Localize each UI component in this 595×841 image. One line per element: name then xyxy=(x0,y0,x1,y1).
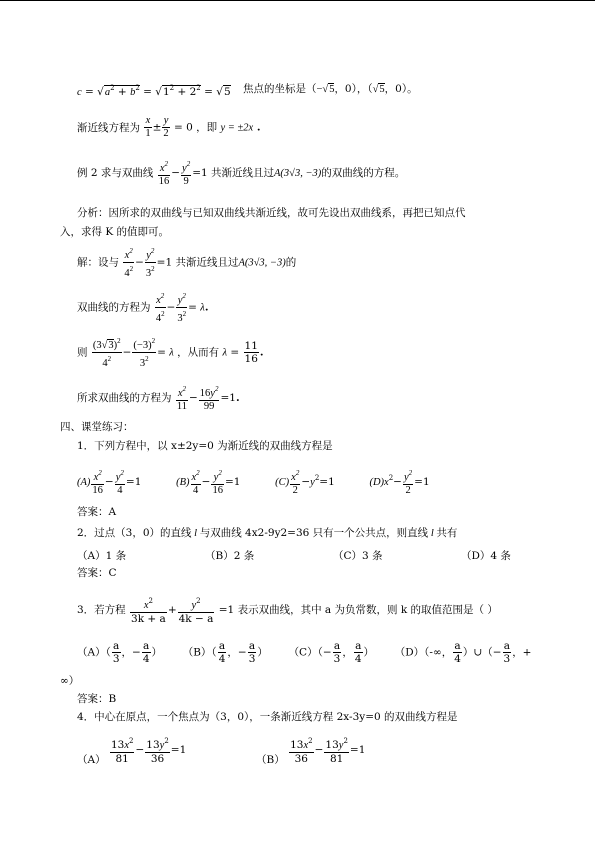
q1-answer: 答案：A xyxy=(77,506,117,518)
example-2: 例 2 求与双曲线 $\frac{x^2}{16}$ − $\frac{y^2}{9}$ =1 共渐近线且过A(3√3, −3)的双曲线的方程。 xyxy=(77,160,406,187)
analysis-line-2: 入，求得 K 的值即可。 xyxy=(60,226,170,238)
q3-options: （A）（ $\frac{a}{3}$ ，− $\frac{a}{4}$ ） （B）（ $\frac{a}{4}$ ，− $\frac{a}{3}$ ） （C）（− $\frac{a}{3}$ ， $\frac{a}{4}$ ） （D）（-∞， $\frac{a}{4}$ ）∪（− $\frac{a}{3}$ ，+ xyxy=(77,640,532,665)
q2-option-d: （D）4 条 xyxy=(461,550,511,562)
q3-infinity: ∞） xyxy=(60,675,80,687)
formula-c: $c = √a^2 + b^2 = √1^2 + 2^2 = √5$ xyxy=(77,84,231,98)
solution-equation: 双曲线的方程为 $\frac{x^2}{4^2}$ − $\frac{y^2}{3^2}$ = λ. xyxy=(77,292,209,324)
q2-answer: 答案：C xyxy=(77,567,117,579)
question-1: 1．下列方程中，以 x±2y=0 为渐近线的双曲线方程是 xyxy=(77,440,333,452)
q1-options: (A) $\frac{x^2}{16}$ − $\frac{y^2}{4}$ =1 (B) $\frac{x^2}{4}$ − $\frac{y^2}{16}$ =1 (C) $\frac{x^2}{2}$ $-y^2=1$ $(D)x^2-$ $\frac{y^2}{2}$ =1 xyxy=(77,469,430,496)
q4-option-a: （A） $\frac{13x^2}{81}$ − $\frac{13y^2}{36}$ =1 xyxy=(77,737,187,766)
solution-line: 解：设与 $\frac{x^2}{4^2}$ − $\frac{y^2}{3^2}$ =1 共渐近线且过A(3√3, −3)的 xyxy=(77,247,297,279)
q2-option-c: （C）3 条 xyxy=(333,550,383,562)
q2-option-a: （A）1 条 xyxy=(77,550,127,562)
page-top-border xyxy=(0,0,595,1)
foci-coordinates: 焦点的坐标是（−√5，0），（√5，0）。 xyxy=(243,83,418,95)
analysis-line-1: 分析：因所求的双曲线与已知双曲线共渐近线，故可先设出双曲线系，再把已知点代 xyxy=(77,207,466,219)
solution-substitution: 则 $\frac{(3√3)^2}{4^2}$ − $\frac{(-3)^2}{3^2}$ = λ ，从而有 λ = $\frac{11}{16}$ . xyxy=(77,337,264,369)
q3-answer: 答案：B xyxy=(77,693,117,705)
section-heading: 四、课堂练习： xyxy=(60,421,134,433)
asymptote-line: 渐近线方程为 $\frac{x}{1}$ ± $\frac{y}{2}$ = 0 ，即 y = ±2x . xyxy=(77,115,261,139)
question-3: 3．若方程 $\frac{x^2}{3k + a}$ + $\frac{y^2}{4k - a}$ =1 表示双曲线，其中 a 为负常数，则 k 的取值范围是（ ） xyxy=(77,597,498,625)
q4-option-b: （B） $\frac{13x^2}{36}$ − $\frac{13y^2}{81}$ =1 xyxy=(256,737,366,766)
fraction-y-over-2: $\frac{y}{2}$ xyxy=(163,115,169,139)
q2-option-b: （B）2 条 xyxy=(205,550,255,562)
question-2: 2．过点（3，0）的直线 l 与双曲线 4x2-9y2=36 只有一个公共点，则直线 l 共有 xyxy=(77,527,458,539)
fraction-x-over-1: $\frac{x}{1}$ xyxy=(145,115,151,139)
final-equation: 所求双曲线的方程为 $\frac{x^2}{11}$ − $\frac{16y^2}{99}$ =1. xyxy=(77,385,240,412)
question-4: 4．中心在原点，一个焦点为（3，0），一条渐近线方程 2x-3y=0 的双曲线方程是 xyxy=(77,711,458,723)
